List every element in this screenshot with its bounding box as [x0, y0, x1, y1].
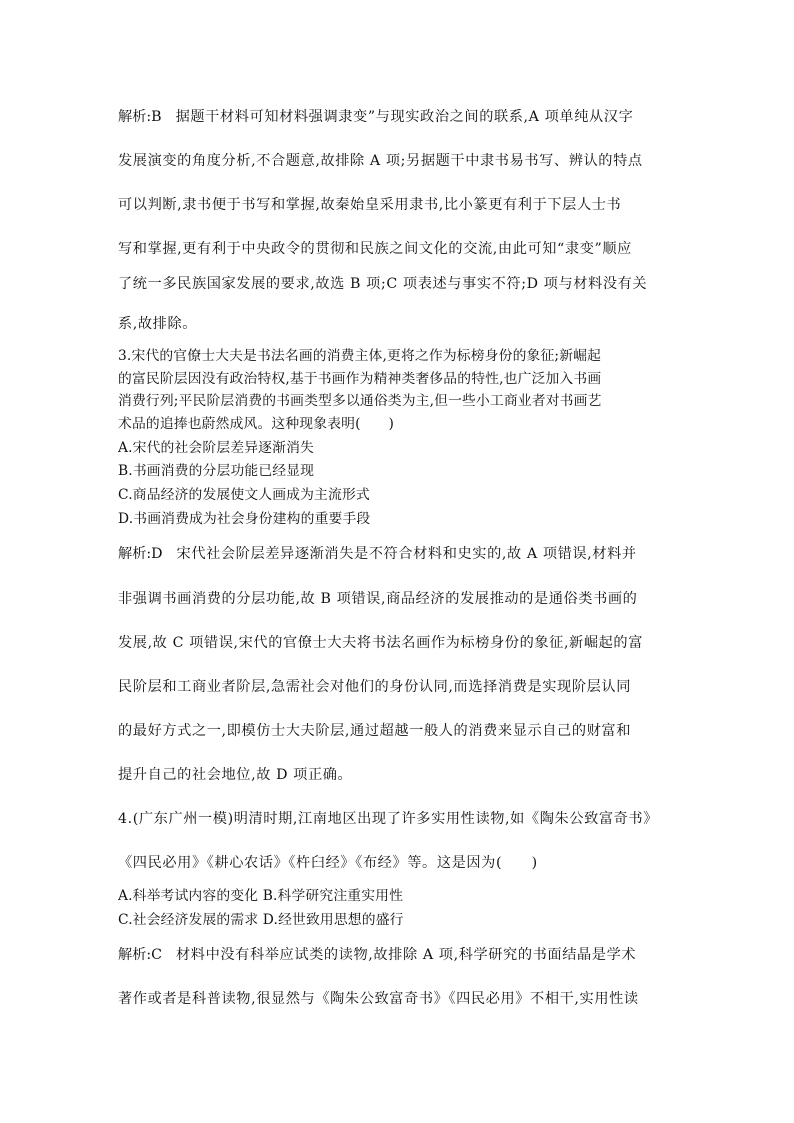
explanation-3-label: 解析:D: [118, 546, 163, 562]
explanation-2-line-1: [118, 107, 680, 127]
explanation-4-line-2: 著作或者是科普读物,很显然与《陶朱公致富奇书》《四民必用》不相干,实用性读: [118, 991, 639, 1007]
question-3-stem-line-2: 的富民阶层因没有政治特权,基于书画作为精神类奢侈品的特性,也广泛加入书画: [118, 371, 602, 387]
question-4-stem-line-1: 4.(广东广州一模)明清时期,江南地区出现了许多实用性读物,如《陶朱公致富奇书》: [118, 811, 659, 827]
explanation-4-label: 解析:C: [118, 947, 163, 963]
question-4-options-line-2: C.社会经济发展的需求 D.经世致用思想的盛行: [118, 912, 404, 928]
explanation-4-text: 材料中没有科举应试类的读物,故排除 A 项,科学研究的书面结晶是学术: [176, 947, 637, 963]
explanation-2-line-2: 发展演变的角度分析,不合题意,故排除 A 项;另据题干中隶书易书写、辨认的特点: [118, 153, 643, 169]
explanation-3-text: 宋代社会阶层差异逐渐消失是不符合材料和史实的,故 A 项错误,材料并: [176, 546, 637, 562]
explanation-3-line-4: 民阶层和工商业者阶层,急需社会对他们的身份认同,而选择消费是实现阶层认同: [118, 679, 631, 695]
question-3-stem-line-4: 术品的追捧也蔚然成风。这种现象表明( ): [118, 416, 395, 432]
explanation-3-line-5: 的最好方式之一,即模仿士大夫阶层,通过超越一般人的消费来显示自己的财富和: [118, 723, 631, 739]
explanation-2-line-3: 可以判断,隶书便于书写和掌握,故秦始皇采用隶书,比小篆更有利于下层人士书: [118, 197, 622, 213]
question-3-option-c: C.商品经济的发展使文人画成为主流形式: [118, 487, 370, 503]
explanation-2-line-6: 系,故排除。: [118, 316, 198, 332]
explanation-2-text: 据题干材料可知材料强调隶变”与现实政治之间的联系,A 项单纯从汉字: [175, 109, 634, 125]
question-4-options-line-1: A.科举考试内容的变化 B.科学研究注重实用性: [118, 888, 404, 904]
question-3-option-a: A.宋代的社会阶层差异逐渐消失: [118, 440, 314, 456]
explanation-3-line-3: 发展,故 C 项错误,宋代的官僚士大夫将书法名画作为标榜身份的象征,新崛起的富: [118, 635, 643, 651]
explanation-2-line-4: 写和掌握,更有利于中央政令的贯彻和民族之间文化的交流,由此可知“隶变”顺应: [118, 241, 632, 257]
question-4-stem-line-2: 《四民必用》《耕心农话》《杵臼经》《布经》等。这是因为( ): [118, 855, 538, 871]
explanation-4-line-1: [118, 945, 680, 965]
explanation-2-label: 解析:B: [118, 109, 162, 125]
question-3-stem-line-1: 3.宋代的官僚士大夫是书法名画的消费主体,更将之作为标榜身份的象征;新崛起: [118, 348, 602, 364]
question-3-stem-line-3: 消费行列;平民阶层消费的书画类型多以通俗类为主,但一些小工商业者对书画艺: [118, 393, 602, 409]
question-3-option-b: B.书画消费的分层功能已经显现: [118, 463, 315, 479]
explanation-2-line-5: 了统一多民族国家发展的要求,故选 B 项;C 项表述与事实不符;D 项与材料没有关: [118, 276, 648, 292]
question-3-option-d: D.书画消费成为社会身份建构的重要手段: [118, 511, 371, 527]
explanation-3-line-6: 提升自己的社会地位,故 D 项正确。: [118, 767, 353, 783]
explanation-3-line-1: [118, 544, 680, 564]
explanation-3-line-2: 非强调书画消费的分层功能,故 B 项错误,商品经济的发展推动的是通俗类书画的: [118, 591, 638, 607]
